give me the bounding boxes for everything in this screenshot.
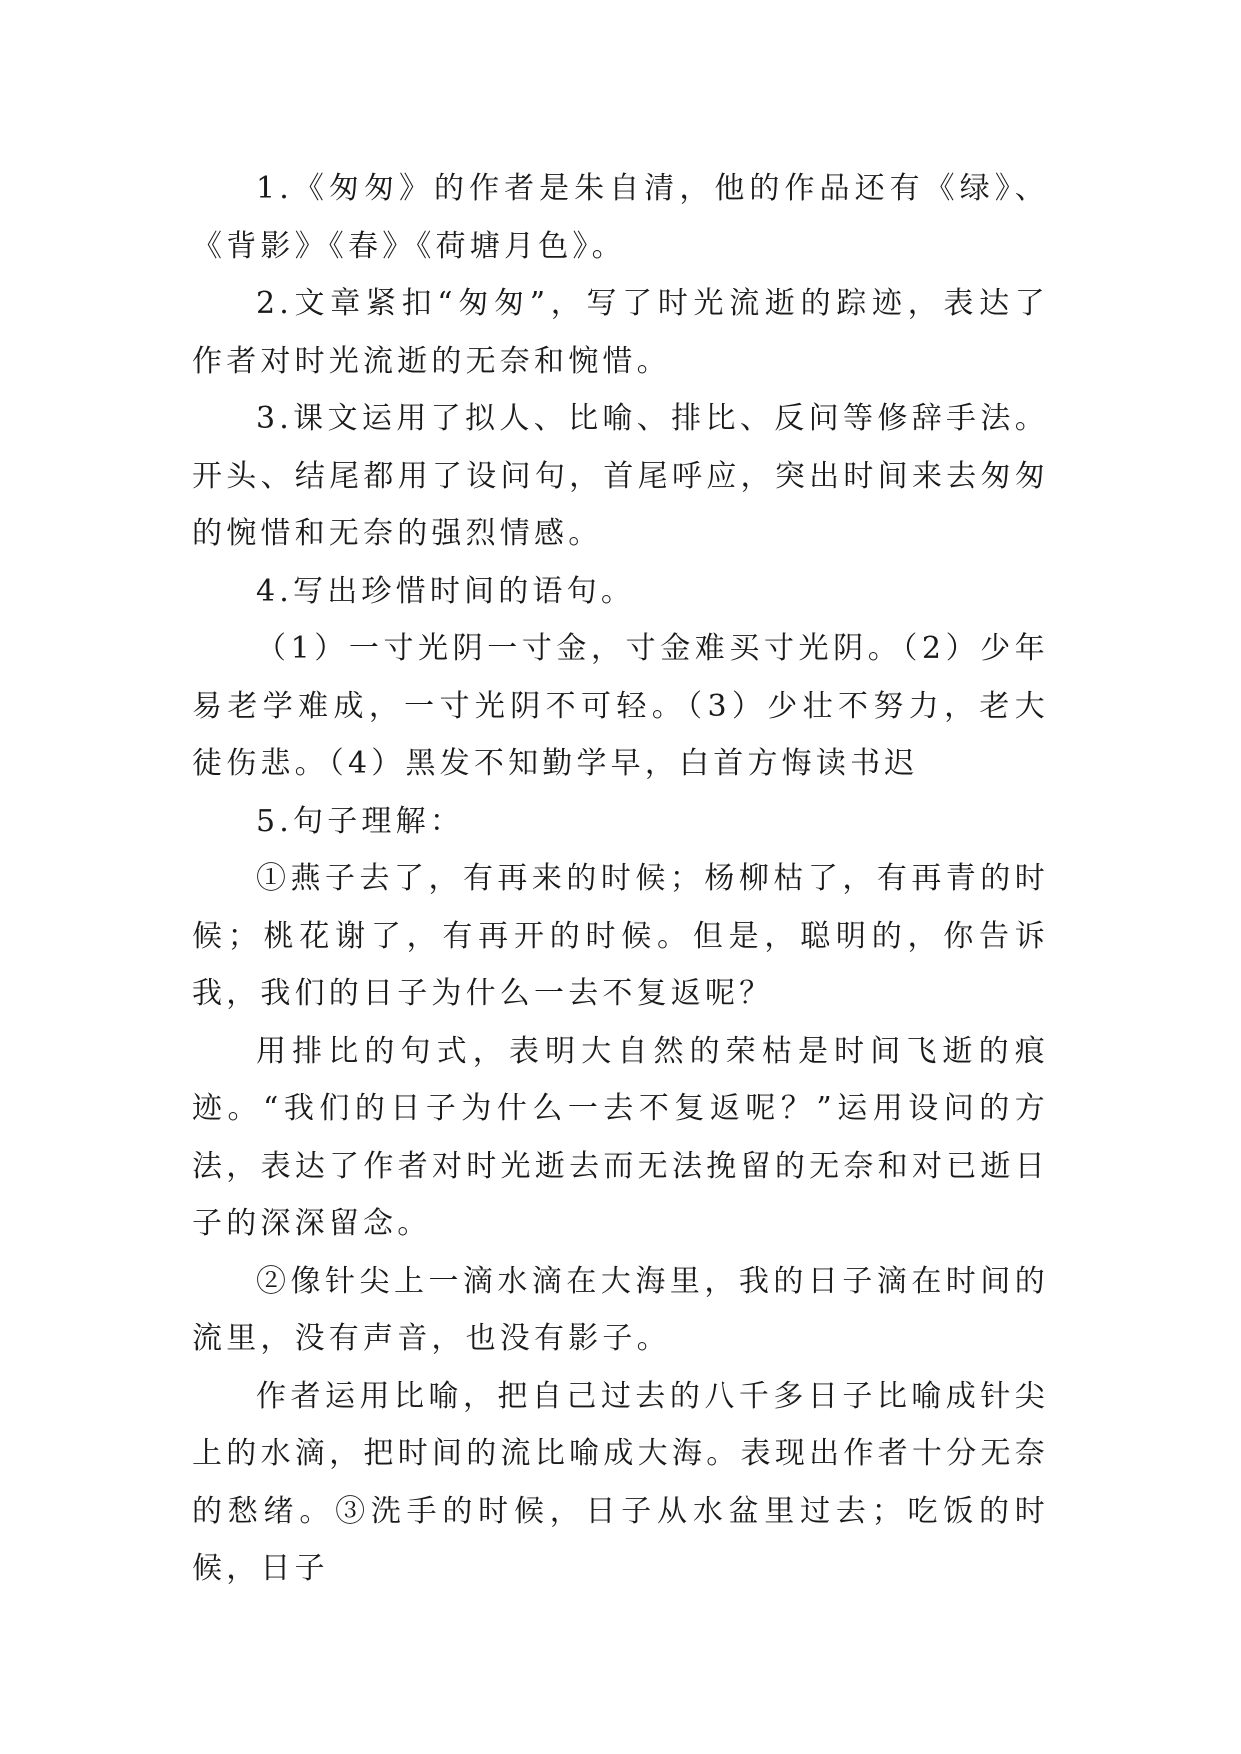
paragraph-sentence-1: ①燕子去了，有再来的时候；杨柳枯了，有再青的时候；桃花谢了，有再开的时候。但是，聪明的，你告诉我，我们的日子为什么一去不复返呢？: [192, 861, 1049, 1011]
paragraph-sentence-2-analysis: 作者运用比喻，把自己过去的八千多日子比喻成针尖上的水滴，把时间的流比喻成大海。表现出作者十分无奈的愁绪。③洗手的时候，日子从水盆里过去；吃饭的时候，日子: [192, 1378, 1049, 1586]
paragraph-theme: 2.文章紧扣“匆匆”，写了时光流逝的踪迹，表达了作者对时光流逝的无奈和惋惜。: [192, 286, 1049, 379]
document-body: [192, 160, 1049, 1598]
paragraph-cherish-time-heading: 4.写出珍惜时间的语句。: [256, 573, 636, 609]
paragraph-cherish-time-quotes: （1）一寸光阴一寸金，寸金难买寸光阴。（2）少年易老学难成，一寸光阴不可轻。（3）少壮不努力，老大徒伤悲。（4）黑发不知勤学早，白首方悔读书迟: [192, 631, 1049, 781]
paragraph-sentence-1-analysis: 用排比的句式，表明大自然的荣枯是时间飞逝的痕迹。“我们的日子为什么一去不复返呢？”运用设问的方法，表达了作者对时光逝去而无法挽留的无奈和对已逝日子的深深留念。: [192, 1033, 1049, 1241]
paragraph-author-works: 1.《匆匆》的作者是朱自清，他的作品还有《绿》、《背影》《春》《荷塘月色》。: [192, 171, 1049, 264]
paragraph-sentence-understanding-heading: 5.句子理解：: [256, 803, 465, 839]
paragraph-rhetoric: 3.课文运用了拟人、比喻、排比、反问等修辞手法。开头、结尾都用了设问句，首尾呼应，突出时间来去匆匆的惋惜和无奈的强烈情感。: [192, 401, 1049, 551]
paragraph-sentence-2: ②像针尖上一滴水滴在大海里，我的日子滴在时间的流里，没有声音，也没有影子。: [192, 1263, 1049, 1356]
